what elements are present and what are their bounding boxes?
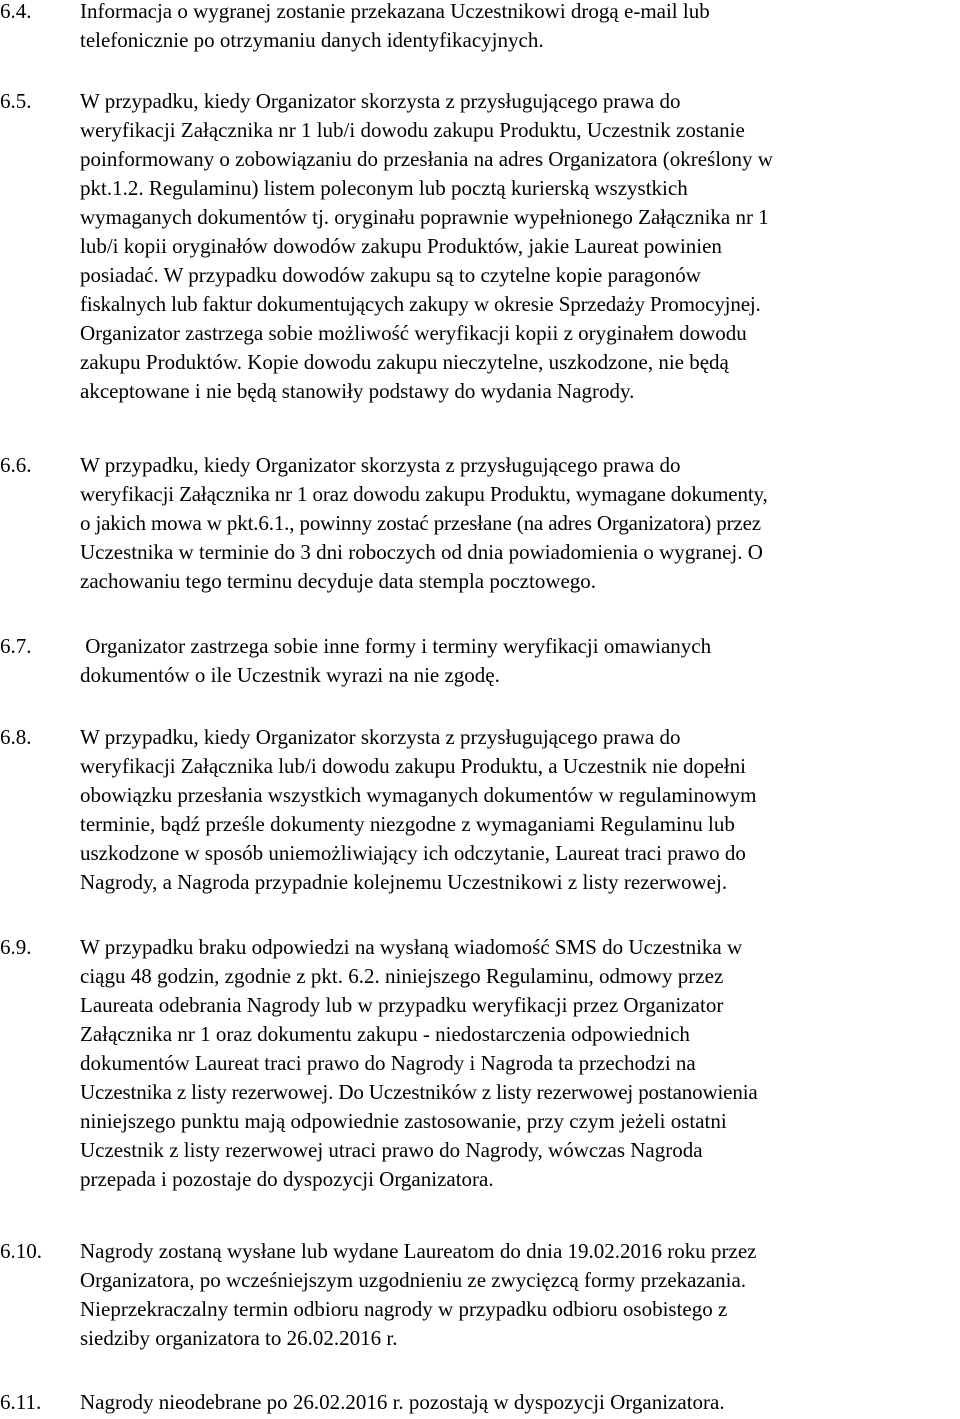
text-line: Informacja o wygranej zostanie przekazana Uczestnikowi drogą e-mail lub [80,0,710,23]
text-line: wymaganych dokumentów tj. oryginału poprawnie wypełnionego Załącznika nr 1 [80,205,769,229]
text-line: zachowaniu tego terminu decyduje data stempla pocztowego. [80,569,597,593]
text-line: weryfikacji Załącznika nr 1 lub/i dowodu zakupu Produktu, Uczestnik zostanie [80,118,745,142]
text-line: Organizator zastrzega sobie inne formy i terminy weryfikacji omawianych [80,634,712,658]
text-line: terminie, bądź prześle dokumenty niezgodne z wymaganiami Regulaminu lub [80,812,735,836]
section-number: 6.10. [0,1239,42,1263]
text-line: ciągu 48 godzin, zgodnie z pkt. 6.2. niniejszego Regulaminu, odmowy przez [80,964,724,988]
text-line: W przypadku braku odpowiedzi na wysłaną wiadomość SMS do Uczestnika w [80,935,743,959]
text-line: dokumentów o ile Uczestnik wyrazi na nie zgodę. [80,663,500,687]
section-number: 6.11. [0,1390,42,1414]
text-line: o jakich mowa w pkt.6.1., powinny zostać przesłane (na adres Organizatora) przez [80,511,761,535]
text-line: weryfikacji Załącznika lub/i dowodu zakupu Produktu, a Uczestnik nie dopełni [80,754,746,778]
text-line: fiskalnych lub faktur dokumentujących zakupy w okresie Sprzedaży Promocyjnej. [80,292,761,316]
text-line: Laureata odebrania Nagrody lub w przypadku weryfikacji przez Organizator [80,993,724,1017]
text-line: dokumentów Laureat traci prawo do Nagrody i Nagroda ta przechodzi na [80,1051,696,1075]
text-line: W przypadku, kiedy Organizator skorzysta z przysługującego prawa do [80,725,681,749]
text-line: weryfikacji Załącznika nr 1 oraz dowodu zakupu Produktu, wymagane dokumenty, [80,482,768,506]
text-line: niniejszego punktu mają odpowiednie zastosowanie, przy czym jeżeli ostatni [80,1109,727,1133]
text-line: Organizatora, po wcześniejszym uzgodnieniu ze zwycięzcą formy przekazania. [80,1268,747,1292]
text-line: lub/i kopii oryginałów dowodów zakupu Produktów, jakie Laureat powinien [80,234,722,258]
text-line: Organizator zastrzega sobie możliwość weryfikacji kopii z oryginałem dowodu [80,321,747,345]
section-number: 6.9. [0,935,32,959]
section-number: 6.4. [0,0,32,23]
text-line: siedziby organizatora to 26.02.2016 r. [80,1326,398,1350]
text-line: posiadać. W przypadku dowodów zakupu są to czytelne kopie paragonów [80,263,701,287]
text-line: obowiązku przesłania wszystkich wymaganych dokumentów w regulaminowym [80,783,757,807]
text-line: Nagrody nieodebrane po 26.02.2016 r. pozostają w dyspozycji Organizatora. [80,1390,725,1414]
section-number: 6.6. [0,453,32,477]
text-line: przepada i pozostaje do dyspozycji Organizatora. [80,1167,494,1191]
text-line: W przypadku, kiedy Organizator skorzysta z przysługującego prawa do [80,453,681,477]
section-number: 6.8. [0,725,32,749]
text-line: Uczestnik z listy rezerwowej utraci prawo do Nagrody, wówczas Nagroda [80,1138,703,1162]
text-line: Nagrody, a Nagroda przypadnie kolejnemu Uczestnikowi z listy rezerwowej. [80,870,728,894]
text-line: pkt.1.2. Regulaminu) listem poleconym lub pocztą kurierską wszystkich [80,176,688,200]
text-line: Nagrody zostaną wysłane lub wydane Laureatom do dnia 19.02.2016 roku przez [80,1239,757,1263]
text-line: akceptowane i nie będą stanowiły podstawy do wydania Nagrody. [80,379,635,403]
text-line: Uczestnika z listy rezerwowej. Do Uczestników z listy rezerwowej postanowienia [80,1080,758,1104]
text-line: poinformowany o zobowiązaniu do przesłania na adres Organizatora (określony w [80,147,773,171]
section-number: 6.7. [0,634,32,658]
text-line: Uczestnika w terminie do 3 dni roboczych od dnia powiadomienia o wygranej. O [80,540,763,564]
text-line: W przypadku, kiedy Organizator skorzysta z przysługującego prawa do [80,89,681,113]
text-line: uszkodzone w sposób uniemożliwiający ich odczytanie, Laureat traci prawo do [80,841,746,865]
text-line: zakupu Produktów. Kopie dowodu zakupu nieczytelne, uszkodzone, nie będą [80,350,729,374]
section-number: 6.5. [0,89,32,113]
text-line: telefonicznie po otrzymaniu danych identyfikacyjnych. [80,28,544,52]
text-line: Nieprzekraczalny termin odbioru nagrody w przypadku odbioru osobistego z [80,1297,728,1321]
text-line: Załącznika nr 1 oraz dokumentu zakupu - niedostarczenia odpowiednich [80,1022,690,1046]
